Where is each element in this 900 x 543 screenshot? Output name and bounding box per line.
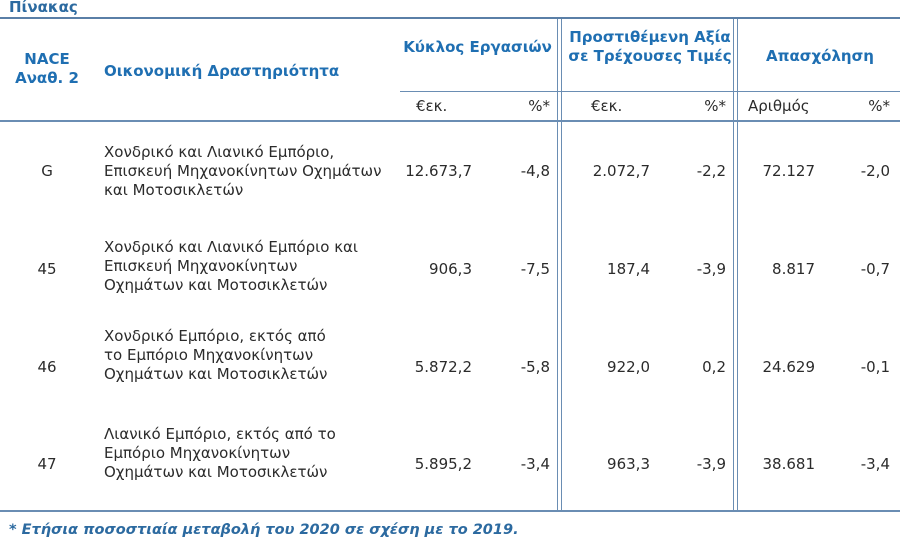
employment-pct: -2,0 xyxy=(860,162,890,180)
turnover-value: 5.872,2 xyxy=(414,358,472,376)
value-added-pct: -3,9 xyxy=(696,260,726,278)
header-value-added: Προστιθέμενη Αξία σε Τρέχουσες Τιμές xyxy=(568,28,732,65)
value-added-value: 922,0 xyxy=(607,358,650,376)
header-activity: Οικονομική Δραστηριότητα xyxy=(104,62,340,80)
header-divider xyxy=(400,91,900,92)
turnover-value: 906,3 xyxy=(429,260,472,278)
employment-pct: -3,4 xyxy=(860,455,890,473)
nace-code: 46 xyxy=(37,358,57,376)
table-bottom-rule xyxy=(0,510,900,512)
employment-value: 72.127 xyxy=(762,162,815,180)
header-bottom-rule xyxy=(0,120,900,122)
subheader-value-added-pct: %* xyxy=(704,97,726,115)
header-nace: NACE Αναθ. 2 xyxy=(15,50,79,87)
subheader-employment-pct: %* xyxy=(868,97,890,115)
activity-description: Χονδρικό Εμπόριο, εκτός από το Εμπόριο Μηχανοκίνητων Οχημάτων και Μοτοσικλετών xyxy=(104,327,328,383)
turnover-pct: -7,5 xyxy=(520,260,550,278)
value-added-pct: 0,2 xyxy=(702,358,726,376)
column-divider-3 xyxy=(733,19,734,510)
employment-value: 8.817 xyxy=(772,260,815,278)
nace-code: 47 xyxy=(37,455,57,473)
header-employment: Απασχόληση xyxy=(766,47,874,65)
subheader-turnover-pct: %* xyxy=(528,97,550,115)
table-caption: Πίνακας xyxy=(9,0,78,16)
subheader-value-added-unit: €εκ. xyxy=(591,97,623,115)
top-rule xyxy=(0,17,900,19)
value-added-value: 963,3 xyxy=(607,455,650,473)
nace-code: 45 xyxy=(37,260,57,278)
value-added-value: 2.072,7 xyxy=(592,162,650,180)
footnote: * Ετήσια ποσοστιαία μεταβολή του 2020 σε σχέση με το 2019. xyxy=(9,522,519,538)
activity-description: Λιανικό Εμπόριο, εκτός από το Εμπόριο Μηχανοκίνητων Οχημάτων και Μοτοσικλετών xyxy=(104,425,336,481)
turnover-pct: -5,8 xyxy=(520,358,550,376)
employment-value: 24.629 xyxy=(762,358,815,376)
employment-pct: -0,1 xyxy=(860,358,890,376)
turnover-value: 12.673,7 xyxy=(405,162,472,180)
value-added-pct: -3,9 xyxy=(696,455,726,473)
subheader-turnover-unit: €εκ. xyxy=(416,97,448,115)
activity-description: Χονδρικό και Λιανικό Εμπόριο και Επισκευή Μηχανοκίνητων Οχημάτων και Μοτοσικλετών xyxy=(104,238,359,294)
header-turnover: Κύκλος Εργασιών xyxy=(403,38,552,56)
employment-value: 38.681 xyxy=(762,455,815,473)
value-added-value: 187,4 xyxy=(607,260,650,278)
turnover-value: 5.895,2 xyxy=(414,455,472,473)
turnover-pct: -3,4 xyxy=(520,455,550,473)
subheader-employment-unit: Αριθμός xyxy=(748,97,810,115)
column-divider-1 xyxy=(557,19,558,510)
turnover-pct: -4,8 xyxy=(520,162,550,180)
activity-description: Χονδρικό και Λιανικό Εμπόριο, Επισκευή Μηχανοκίνητων Οχημάτων και Μοτοσικλετών xyxy=(104,143,382,199)
nace-code: G xyxy=(41,162,53,180)
value-added-pct: -2,2 xyxy=(696,162,726,180)
employment-pct: -0,7 xyxy=(860,260,890,278)
